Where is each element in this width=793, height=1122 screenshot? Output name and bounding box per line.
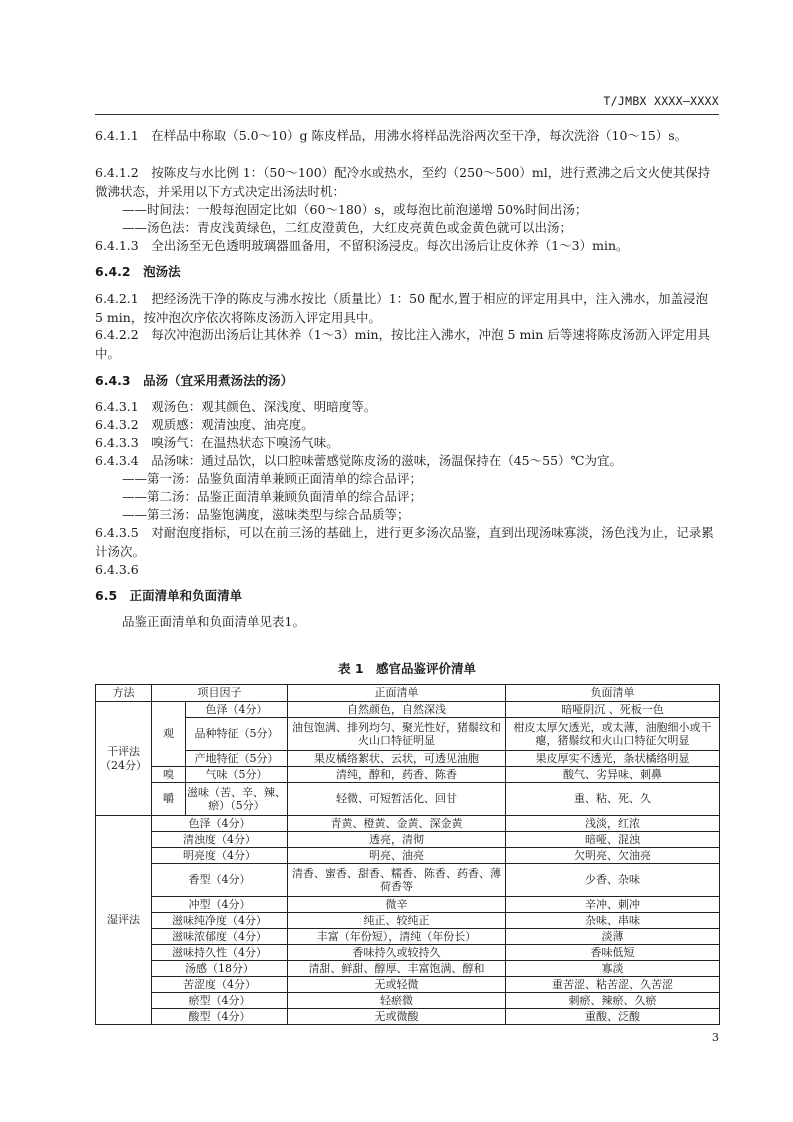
- factor-cell: 香型（4分）: [152, 864, 288, 897]
- table-row: [96, 929, 720, 945]
- positive-cell: 透亮，清彻: [288, 832, 506, 848]
- clause-6-4-3-5: 6.4.3.5 对耐泡度指标，可以在前三汤的基础上，进行更多汤次品鉴，直到出现汤味寡淡，汤色浅为止，记录累计汤次。: [95, 525, 714, 559]
- clause-6-4-3-6: 6.4.3.6: [95, 562, 139, 577]
- negative-cell: 杂味、串味: [506, 913, 720, 929]
- positive-cell: 果皮橘络絮状、云状，可透见油胞: [288, 751, 506, 767]
- negative-cell: 暗哑阴沉 、死板一色: [506, 702, 720, 718]
- table-row: [96, 848, 720, 864]
- negative-cell: 欠明亮、欠油亮: [506, 848, 720, 864]
- table-row: [96, 993, 720, 1009]
- negative-cell: 香味低短: [506, 945, 720, 961]
- factor-cell: 汤感（18分）: [152, 961, 288, 977]
- negative-cell: 少香、杂味: [506, 864, 720, 897]
- negative-cell: 淡薄: [506, 929, 720, 945]
- factor-cell: 冲型（4分）: [152, 897, 288, 913]
- factor-cell: 瘀型（4分）: [152, 993, 288, 1009]
- table-row: [96, 864, 720, 897]
- positive-cell: 自然颜色，自然深浅: [288, 702, 506, 718]
- clause-6-4-3-4-first-soup: ——第一汤：品鉴负面清单兼顾正面清单的综合品评；: [122, 471, 423, 486]
- negative-cell: 重酸、泛酸: [506, 1009, 720, 1025]
- positive-cell: 青黄、橙黄、金黄、深金黄: [288, 816, 506, 832]
- positive-cell: 清香、蜜香、甜香、糯香、陈香、药香、薄荷香等: [288, 864, 506, 897]
- clause-6-4-3-4: 6.4.3.4 品汤味：通过品饮，以口腔味蕾感觉陈皮汤的滋味，汤温保持在（45～55）℃为宜。: [95, 453, 623, 468]
- sensory-evaluation-table: [95, 684, 720, 1025]
- negative-cell: 重苦涩、粘苦涩、久苦涩: [506, 977, 720, 993]
- table-header-row: [96, 685, 720, 702]
- header-factor: 项目因子: [152, 685, 288, 702]
- heading-6-4-3: 6.4.3 品汤（宜采用煮汤法的汤）: [95, 373, 294, 388]
- table-row: [96, 718, 720, 751]
- positive-cell: 轻瘀微: [288, 993, 506, 1009]
- table-row: [96, 816, 720, 832]
- factor-cell: 品种特征（5分）: [186, 718, 288, 751]
- heading-6-5: 6.5 正面清单和负面清单: [95, 588, 243, 603]
- clause-6-5-text: 品鉴正面清单和负面清单见表1。: [122, 614, 305, 629]
- negative-cell: 刺瘀、辣瘀、久瘀: [506, 993, 720, 1009]
- negative-cell: 酸气、劣异味、刺鼻: [506, 767, 720, 783]
- factor-cell: 气味（5分）: [186, 767, 288, 783]
- clause-6-4-1-3: 6.4.1.3 全出汤至无色透明玻璃器皿备用，不留积汤浸皮。每次出汤后让皮休养（1～3）min。: [95, 238, 629, 253]
- heading-6-4-2: 6.4.2 泡汤法: [95, 264, 181, 279]
- table-row: [96, 783, 720, 816]
- factor-cell: 明亮度（4分）: [152, 848, 288, 864]
- negative-cell: 寡淡: [506, 961, 720, 977]
- header-positive: 正面清单: [288, 685, 506, 702]
- clause-6-4-3-4-third-soup: ——第三汤：品鉴饱满度，滋味类型与综合品质等；: [122, 507, 410, 522]
- negative-cell: 重、粘、死、久: [506, 783, 720, 816]
- negative-cell: 柑皮太厚欠透光，或太薄，油胞细小或干瘪，猪鬃纹和火山口特征欠明显: [506, 718, 720, 751]
- factor-cell: 色泽（4分）: [152, 816, 288, 832]
- positive-cell: 清甜、鲜甜、醇厚、丰富饱满、醇和: [288, 961, 506, 977]
- positive-cell: 微辛: [288, 897, 506, 913]
- sense-look-cell: 观: [152, 702, 186, 767]
- negative-cell: 浅淡，红浓: [506, 816, 720, 832]
- factor-cell: 滋味浓郁度（4分）: [152, 929, 288, 945]
- clause-6-4-1-1: 6.4.1.1 在样品中称取（5.0～10）g 陈皮样品，用沸水将样品洗浴两次至干净，每次洗浴（10～15）s。: [95, 128, 688, 143]
- table-row: [96, 897, 720, 913]
- table-row: [96, 1009, 720, 1025]
- positive-cell: 明亮、油亮: [288, 848, 506, 864]
- table-caption: 表 1 感官品鉴评价清单: [337, 661, 477, 676]
- table-row: [96, 961, 720, 977]
- positive-cell: 轻微、可短暂活化、回甘: [288, 783, 506, 816]
- factor-cell: 色泽（4分）: [186, 702, 288, 718]
- positive-cell: 纯正、较纯正: [288, 913, 506, 929]
- clause-6-4-1-2: 6.4.1.2 按陈皮与水比例 1：（50～100）配冷水或热水，至约（250～500）ml，进行煮沸之后文火使其保持微沸状态，并采用以下方式决定出汤法时机：: [95, 165, 711, 199]
- positive-cell: 香味持久或较持久: [288, 945, 506, 961]
- table-row: [96, 751, 720, 767]
- positive-cell: 丰富（年份短），清纯（年份长）: [288, 929, 506, 945]
- header-method: 方法: [96, 685, 152, 702]
- positive-cell: 无或轻微: [288, 977, 506, 993]
- header-negative: 负面清单: [506, 685, 720, 702]
- sense-smell-cell: 嗅: [152, 767, 186, 783]
- clause-6-4-3-3: 6.4.3.3 嗅汤气：在温热状态下嗅汤气味。: [95, 435, 339, 450]
- positive-cell: 无或微酸: [288, 1009, 506, 1025]
- dry-method-cell: 干评法（24分）: [96, 702, 152, 816]
- clause-6-4-2-2: 6.4.2.2 每次冲泡沥出汤后让其休养（1～3）min，按比注入沸水，冲泡 5 min 后等速将陈皮汤沥入评定用具中。: [95, 327, 710, 361]
- positive-cell: 油包饱满、排列均匀、聚光性好，猪鬃纹和火山口特征明显: [288, 718, 506, 751]
- table-row: [96, 832, 720, 848]
- table-row: [96, 913, 720, 929]
- header-rule: [95, 114, 719, 115]
- factor-cell: 苦涩度（4分）: [152, 977, 288, 993]
- clause-6-4-1-2-color-method: ——汤色法：青皮浅黄绿色，二红皮澄黄色，大红皮亮黄色或金黄色就可以出汤；: [122, 220, 573, 235]
- negative-cell: 辛冲、刺冲: [506, 897, 720, 913]
- table-row: [96, 945, 720, 961]
- positive-cell: 清纯，醇和，药香、陈香: [288, 767, 506, 783]
- factor-cell: 酸型（4分）: [152, 1009, 288, 1025]
- clause-6-4-3-2: 6.4.3.2 观质感：观清浊度、油亮度。: [95, 417, 314, 432]
- document-code-header: T/JMBX XXXX—XXXX: [603, 94, 719, 108]
- clause-6-4-2-1: 6.4.2.1 把经汤洗干净的陈皮与沸水按比（质量比）1：50 配水,置于相应的评定用具中，注入沸水，加盖浸泡 5 min，按冲泡次序依次将陈皮汤沥入评定用具中。: [95, 291, 709, 325]
- table-row: [96, 702, 720, 718]
- page-number: 3: [712, 1031, 719, 1044]
- factor-cell: 滋味持久性（4分）: [152, 945, 288, 961]
- factor-cell: 产地特征（5分）: [186, 751, 288, 767]
- clause-6-4-1-2-time-method: ——时间法：一般每泡固定比如（60～180）s，或每泡比前泡递增 50%时间出汤；: [122, 202, 588, 217]
- clause-6-4-3-4-second-soup: ——第二汤：品鉴正面清单兼顾负面清单的综合品评；: [122, 489, 423, 504]
- sense-chew-cell: 嚼: [152, 783, 186, 816]
- clause-6-4-3-1: 6.4.3.1 观汤色：观其颜色、深浅度、明暗度等。: [95, 399, 377, 414]
- factor-cell: 滋味纯净度（4分）: [152, 913, 288, 929]
- negative-cell: 暗哑、混浊: [506, 832, 720, 848]
- wet-method-cell: 湿评法: [96, 816, 152, 1025]
- table-row: [96, 767, 720, 783]
- factor-cell: 滋味（苦、辛、辣、瘀）（5分）: [186, 783, 288, 816]
- table-row: [96, 977, 720, 993]
- factor-cell: 清浊度（4分）: [152, 832, 288, 848]
- negative-cell: 果皮厚实不透光，条状橘络明显: [506, 751, 720, 767]
